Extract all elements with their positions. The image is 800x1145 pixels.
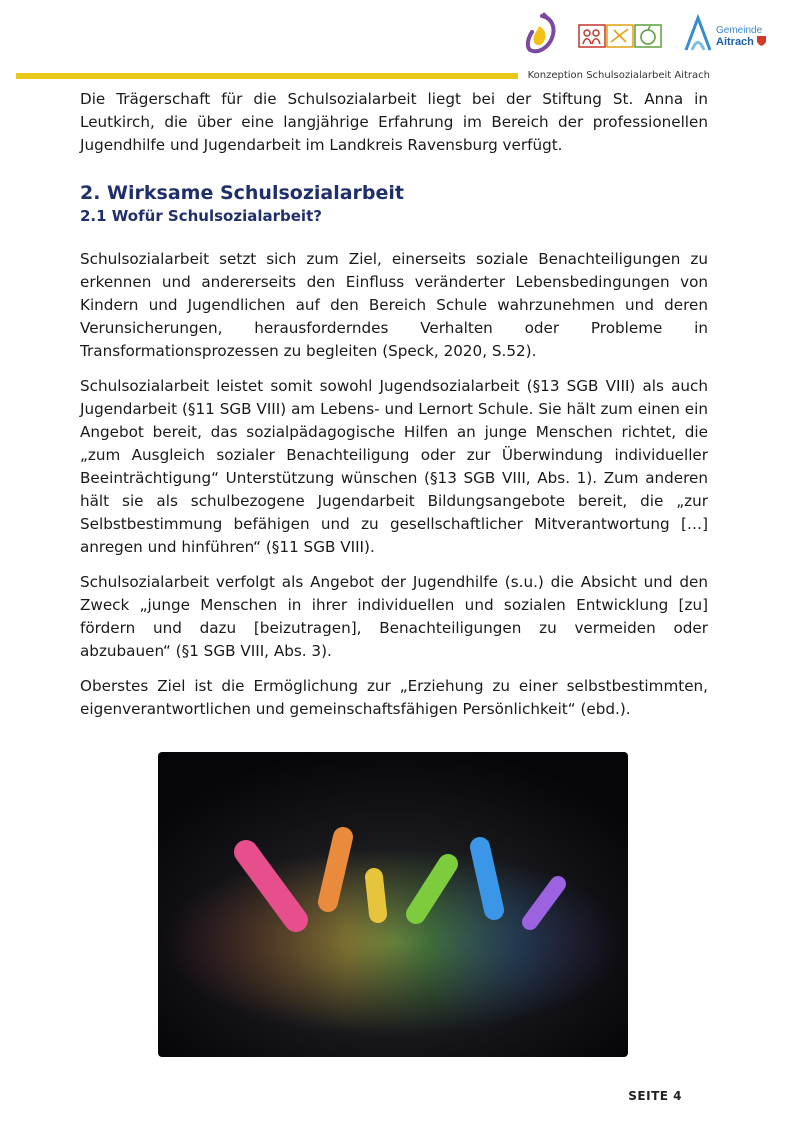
chalk-photo (158, 752, 628, 1057)
paragraph-sgb: Schulsozialarbeit leistet somit sowohl Jugendsozialarbeit (§13 SGB VIII) als auch Jugendarbeit (§11 SGB VIII) am Lebens- und Lernort Schule. Sie hält zum einen ein Angebot bereit, das sozialpädagogische Hilfen an junge Menschen richtet, die „zum Ausgleich sozialer Benachteiligung oder zur Überwindung individueller Beeinträchtigung“ Unterstützung wünschen (§13 SGB VIII, Abs. 1). Zum anderen hält sie als schulbezogene Jugendarbeit Bildungsangebote bereit, die „zur Selbstbestimmung befähigen und zu gesellschaftlicher Mitverantwortung […] anregen und hinführen“ (§11 SGB VIII). (80, 377, 708, 556)
header-logos (522, 10, 792, 60)
yellow-chalk (374, 877, 378, 914)
gemeinde-label: Gemeinde (716, 25, 763, 36)
main-content (80, 88, 708, 721)
running-head: Konzeption Schulsozialarbeit Aitrach (527, 70, 710, 81)
gemeinde-emblem-icon (682, 14, 714, 54)
aitrach-label: Aitrach (716, 36, 754, 48)
coat-of-arms-icon (757, 36, 766, 46)
schule-logo-icon (578, 22, 662, 50)
chalk-illustration (158, 752, 628, 1057)
paragraph-oberstes-ziel: Oberstes Ziel ist die Ermöglichung zur „Erziehung zu einer selbstbestimmten, eigenverantwortlichen und gemeinschaftsfähigen Persönlichkeit“ (ebd.). (80, 677, 708, 718)
page-number: SEITE 4 (628, 1089, 682, 1103)
paragraph-goal: Schulsozialarbeit setzt sich zum Ziel, einerseits soziale Benachteiligungen zu erkennen und andererseits den Einfluss veränderter Lebensbedingungen von Kindern und Jugendlichen auf den Bereich Schule wahrzunehmen und deren Verunsicherungen, herausforderndes Verhalten oder Probleme in Transformationsprozessen zu begleiten (Speck, 2020, S.52). (80, 250, 708, 360)
header-accent-rule (16, 73, 518, 79)
section-heading: 2. Wirksame Schulsozialarbeit (80, 182, 405, 204)
subsection-heading: 2.1 Wofür Schulsozialarbeit? (80, 207, 322, 225)
gemeinde-aitrach-logo (682, 12, 790, 58)
intro-paragraph: Die Trägerschaft für die Schulsozialarbeit liegt bei der Stiftung St. Anna in Leutkirch, die über eine langjährige Erfahrung im Bereich der professionellen Jugendhilfe und Jugendarbeit im Landkreis Ravensburg verfügt. (80, 90, 708, 154)
blue-chalk (480, 847, 494, 910)
stiftung-logo-icon (522, 12, 560, 58)
gemeinde-wordmark (716, 25, 766, 48)
paragraph-jugendhilfe: Schulsozialarbeit verfolgt als Angebot der Jugendhilfe (s.u.) die Absicht und den Zweck „junge Menschen in ihrer individuellen und sozialen Entwicklung [zu] fördern und dazu [beizutragen], Benachteiligungen zu vermeiden oder abzubauen“ (§1 SGB VIII, Abs. 3). (80, 573, 708, 660)
